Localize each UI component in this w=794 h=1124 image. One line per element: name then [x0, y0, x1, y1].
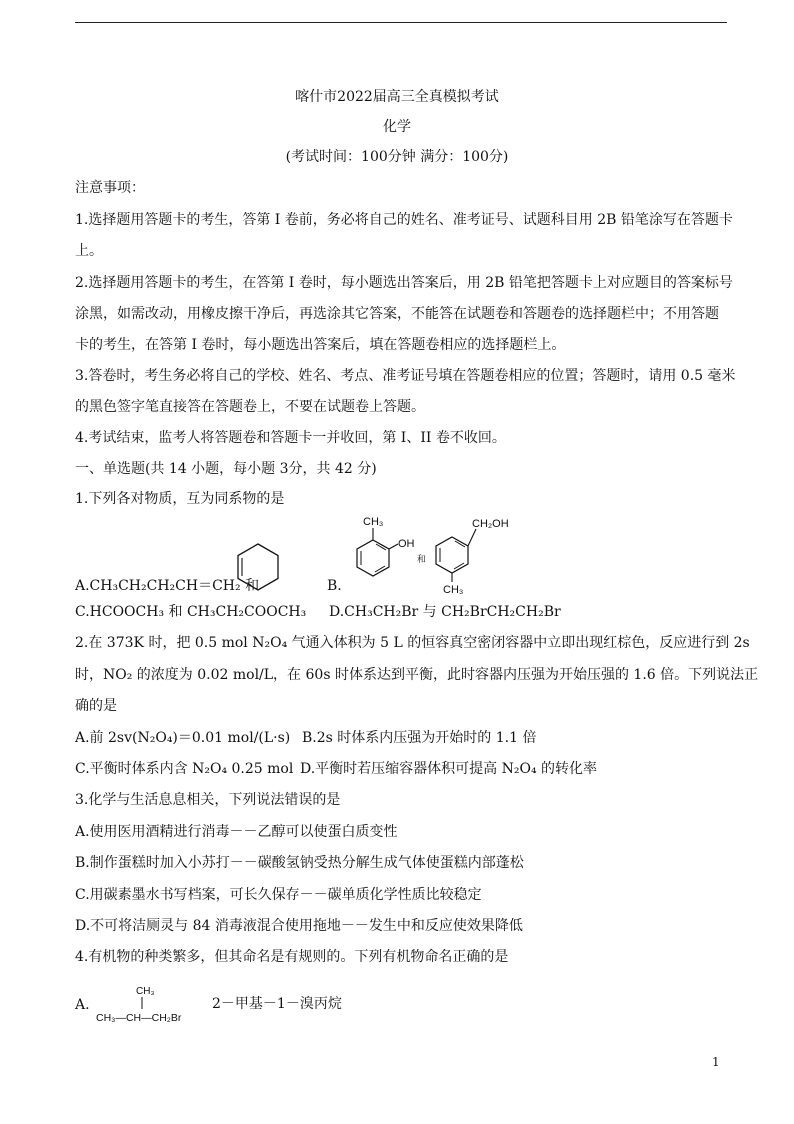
question-1-option-a: A.CH₃CH₂CH₂CH＝CH₂ 和 [75, 578, 260, 594]
note-2-line-1: 2.选择题用答题卡的考生，在答第 I 卷时，每小题选出答案后，用 2B 铅笔把答题卡上对应题目的答案标号 [75, 275, 733, 291]
question-3-option-d: D.不可将洁厕灵与 84 消毒液混合使用拖地－－发生中和反应使效果降低 [75, 918, 523, 934]
subject-title: 化学 [383, 119, 411, 135]
exam-title: 喀什市2022届高三全真模拟考试 [295, 89, 499, 105]
b-oh: OH [398, 538, 415, 550]
exam-info: (考试时间：100分钟 满分：100分) [285, 149, 509, 165]
cyclohexene-structure [234, 541, 282, 593]
b-ch3-top: CH₃ [363, 516, 384, 528]
b-and: 和 [417, 554, 427, 564]
note-2-line-3: 卡的考生，在答第 I 卷时，每小题选出答案后，填在答题卷相应的选择题栏上。 [75, 337, 566, 353]
b-ch2oh: CH₂OH [472, 518, 509, 530]
question-4-option-a-name: 2－甲基－1－溴丙烷 [212, 996, 342, 1012]
note-1-line-1: 1.选择题用答题卡的考生，答第 I 卷前，务必将自己的姓名、准考证号、试题科目用 2B 铅笔涂写在答题卡 [75, 212, 733, 228]
note-2-line-2: 涂黑，如需改动，用橡皮擦干净后，再选涂其它答案，不能答在试题卷和答题卷的选择题栏中；不用答题 [75, 306, 719, 322]
q4-a-ch3: CH₃ [136, 986, 155, 997]
note-3-line-1: 3.答卷时，考生务必将自己的学校、姓名、考点、准考证号填在答题卷相应的位置；答题时，请用 0.5 毫米 [75, 368, 736, 384]
question-1-option-c: C.HCOOCH₃ 和 CH₃CH₂COOCH₃ [75, 604, 307, 620]
question-3-option-b: B.制作蛋糕时加入小苏打－－碳酸氢钠受热分解生成气体使蛋糕内部蓬松 [75, 855, 524, 871]
option-b-structures [340, 512, 530, 598]
notes-heading: 注意事项： [75, 180, 145, 196]
question-4-stem: 4.有机物的种类繁多，但其命名是有规则的。下列有机物命名正确的是 [75, 949, 509, 965]
note-4: 4.考试结束，监考人将答题卷和答题卡一并收回，第 I、II 卷不收回。 [75, 430, 506, 446]
section-heading: 一、单选题(共 14 小题，每小题 3分，共 42 分) [75, 461, 377, 477]
question-2-option-d: D.平衡时若压缩容器体积可提高 N₂O₄ 的转化率 [300, 761, 598, 777]
q4-a-chain: CH₃—CH—CH₂Br [96, 1012, 182, 1024]
question-2-line-2: 时，NO₂ 的浓度为 0.02 mol/L，在 60s 时体系达到平衡，此时容器内压强为开始压强的 1.6 倍。下列说法正 [75, 667, 759, 683]
question-1-stem: 1.下列各对物质，互为同系物的是 [75, 491, 285, 507]
question-2-line-1: 2.在 373K 时，把 0.5 mol N₂O₄ 气通入体积为 5 L 的恒容真空密闭容器中立即出现红棕色，反应进行到 2s [75, 635, 750, 651]
question-3-option-a: A.使用医用酒精进行消毒－－乙醇可以使蛋白质变性 [75, 824, 398, 840]
b-ch3-bottom: CH₃ [443, 584, 464, 596]
note-1-line-2: 上。 [75, 243, 103, 259]
page-number: 1 [712, 1055, 720, 1069]
question-2-option-b: B.2s 时体系内压强为开始时的 1.1 倍 [302, 730, 537, 746]
note-3-line-2: 的黑色签字笔直接答在答题卷上，不要在试题卷上答题。 [75, 399, 425, 415]
question-3-option-c: C.用碳素墨水书写档案，可长久保存－－碳单质化学性质比较稳定 [75, 887, 482, 903]
question-1-option-d: D.CH₃CH₂Br 与 CH₂BrCH₂CH₂Br [329, 604, 561, 620]
question-2-option-a: A.前 2sv(N₂O₄)＝0.01 mol/(L·s) [75, 730, 291, 746]
question-4-option-a-label: A. [75, 997, 90, 1013]
q4-option-a-structure [94, 980, 214, 1026]
header-rule [75, 22, 727, 23]
question-2-line-3: 确的是 [75, 698, 117, 714]
question-3-stem: 3.化学与生活息息相关，下列说法错误的是 [75, 792, 341, 808]
question-2-option-c: C.平衡时体系内含 N₂O₄ 0.25 mol [75, 761, 294, 777]
question-1-option-b-label: B. [327, 578, 342, 594]
